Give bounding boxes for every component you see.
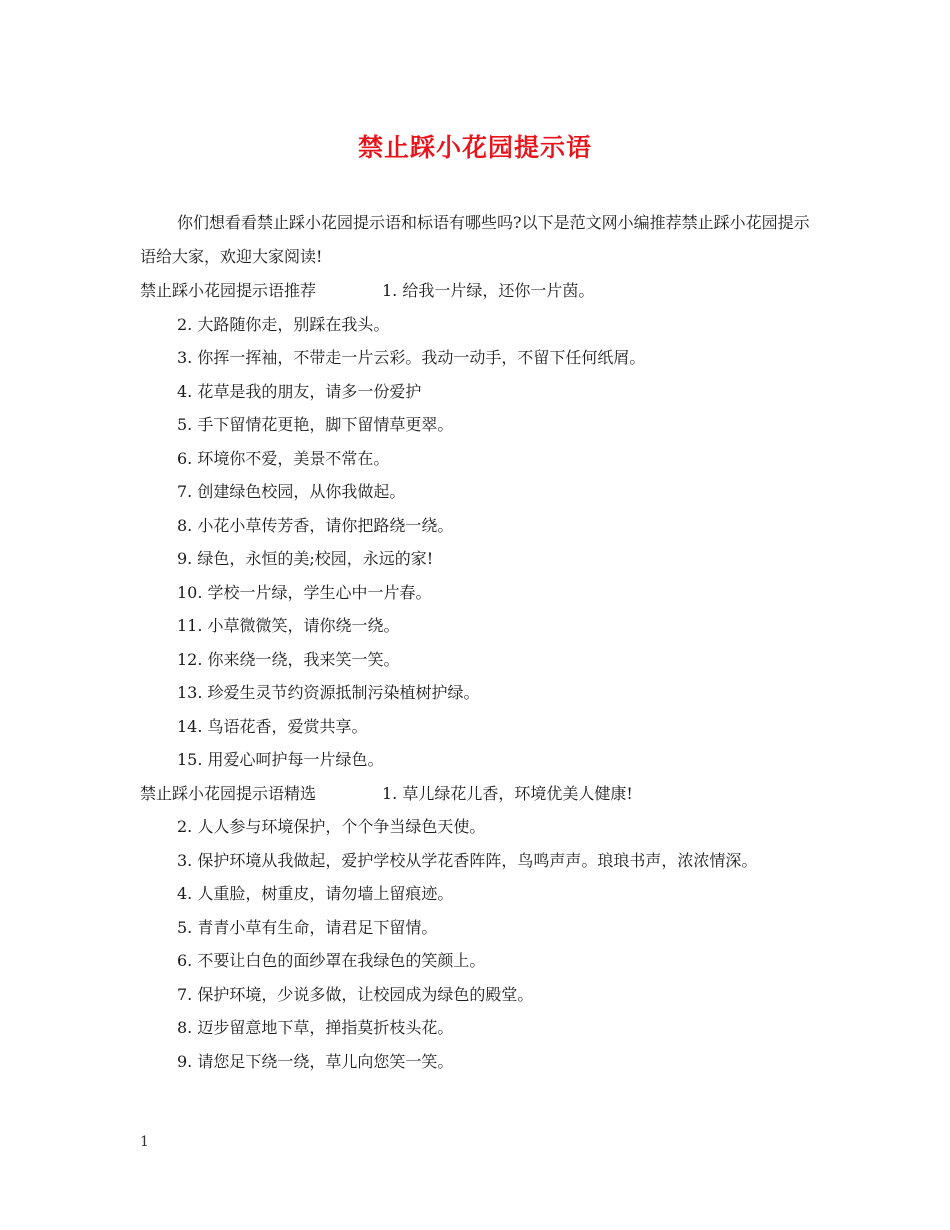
section-1-item-8: 8. 小花小草传芳香，请你把路绕一绕。 [177, 515, 454, 535]
section-1-item-9: 9. 绿色，永恒的美;校园，永远的家! [177, 549, 434, 568]
section-2-item-1: 1. 草儿绿花儿香，环境优美人健康! [382, 783, 633, 803]
section-2-item-4: 4. 人重脸，树重皮，请勿墙上留痕迹。 [177, 884, 454, 903]
section-1-item-5: 5. 手下留情花更艳，脚下留情草更翠。 [177, 415, 454, 434]
section-2-item-2: 2. 人人参与环境保护，个个争当绿色天使。 [177, 817, 486, 836]
section-2-item-3: 3. 保护环境从我做起，爱护学校从学花香阵阵，鸟鸣声声。琅琅书声，浓浓情深。 [177, 850, 758, 870]
section-2-item-7: 7. 保护环境，少说多做，让校园成为绿色的殿堂。 [177, 984, 534, 1004]
section-2-item-8: 8. 迈步留意地下草，掸指莫折枝头花。 [177, 1018, 454, 1037]
section-1-item-11: 11. 小草微微笑，请你绕一绕。 [177, 616, 400, 635]
intro-paragraph: 你们想看看禁止踩小花园提示语和标语有哪些吗?以下是范文网小编推荐禁止踩小花园提示语给大家，欢迎大家阅读! [140, 213, 810, 266]
section-2-heading-line [140, 777, 820, 811]
section-2-item-9: 9. 请您足下绕一绕，草儿向您笑一笑。 [177, 1051, 454, 1071]
section-2-list [140, 810, 820, 844]
section-1-item-3: 3. 你挥一挥袖，不带走一片云彩。我动一动手，不留下任何纸屑。 [177, 348, 646, 367]
section-1-item-14: 14. 鸟语花香，爱赏共享。 [177, 716, 368, 736]
section-1-item-4: 4. 花草是我的朋友，请多一份爱护 [177, 381, 422, 401]
section-1-item-6: 6. 环境你不爱，美景不常在。 [177, 448, 390, 468]
section-1-item-15: 15. 用爱心呵护每一片绿色。 [177, 750, 384, 769]
section-1-item-7: 7. 创建绿色校园，从你我做起。 [177, 482, 406, 501]
section-1-list [140, 308, 820, 777]
section-1-heading: 禁止踩小花园提示语推荐 [140, 281, 317, 300]
document-body [140, 206, 820, 1078]
section-2-list-continued [140, 877, 820, 1078]
section-2-heading: 禁止踩小花园提示语精选 [140, 783, 317, 803]
section-2-item-5: 5. 青青小草有生命，请君足下留情。 [177, 917, 438, 937]
section-1-item-12: 12. 你来绕一绕，我来笑一笑。 [177, 649, 400, 669]
section-1-item-2: 2. 大路随你走，别踩在我头。 [177, 314, 390, 334]
section-2-item-6: 6. 不要让白色的面纱罩在我绿色的笑颜上。 [177, 951, 486, 970]
page-number: 1 [140, 1134, 149, 1150]
section-1-heading-line [140, 274, 820, 308]
section-1-item-13: 13. 珍爱生灵节约资源抵制污染植树护绿。 [177, 683, 480, 702]
section-1-item-1: 1. 给我一片绿，还你一片茵。 [382, 281, 595, 300]
page-title: 禁止踩小花园提示语 [357, 133, 592, 162]
section-1-item-10: 10. 学校一片绿，学生心中一片春。 [177, 582, 432, 602]
